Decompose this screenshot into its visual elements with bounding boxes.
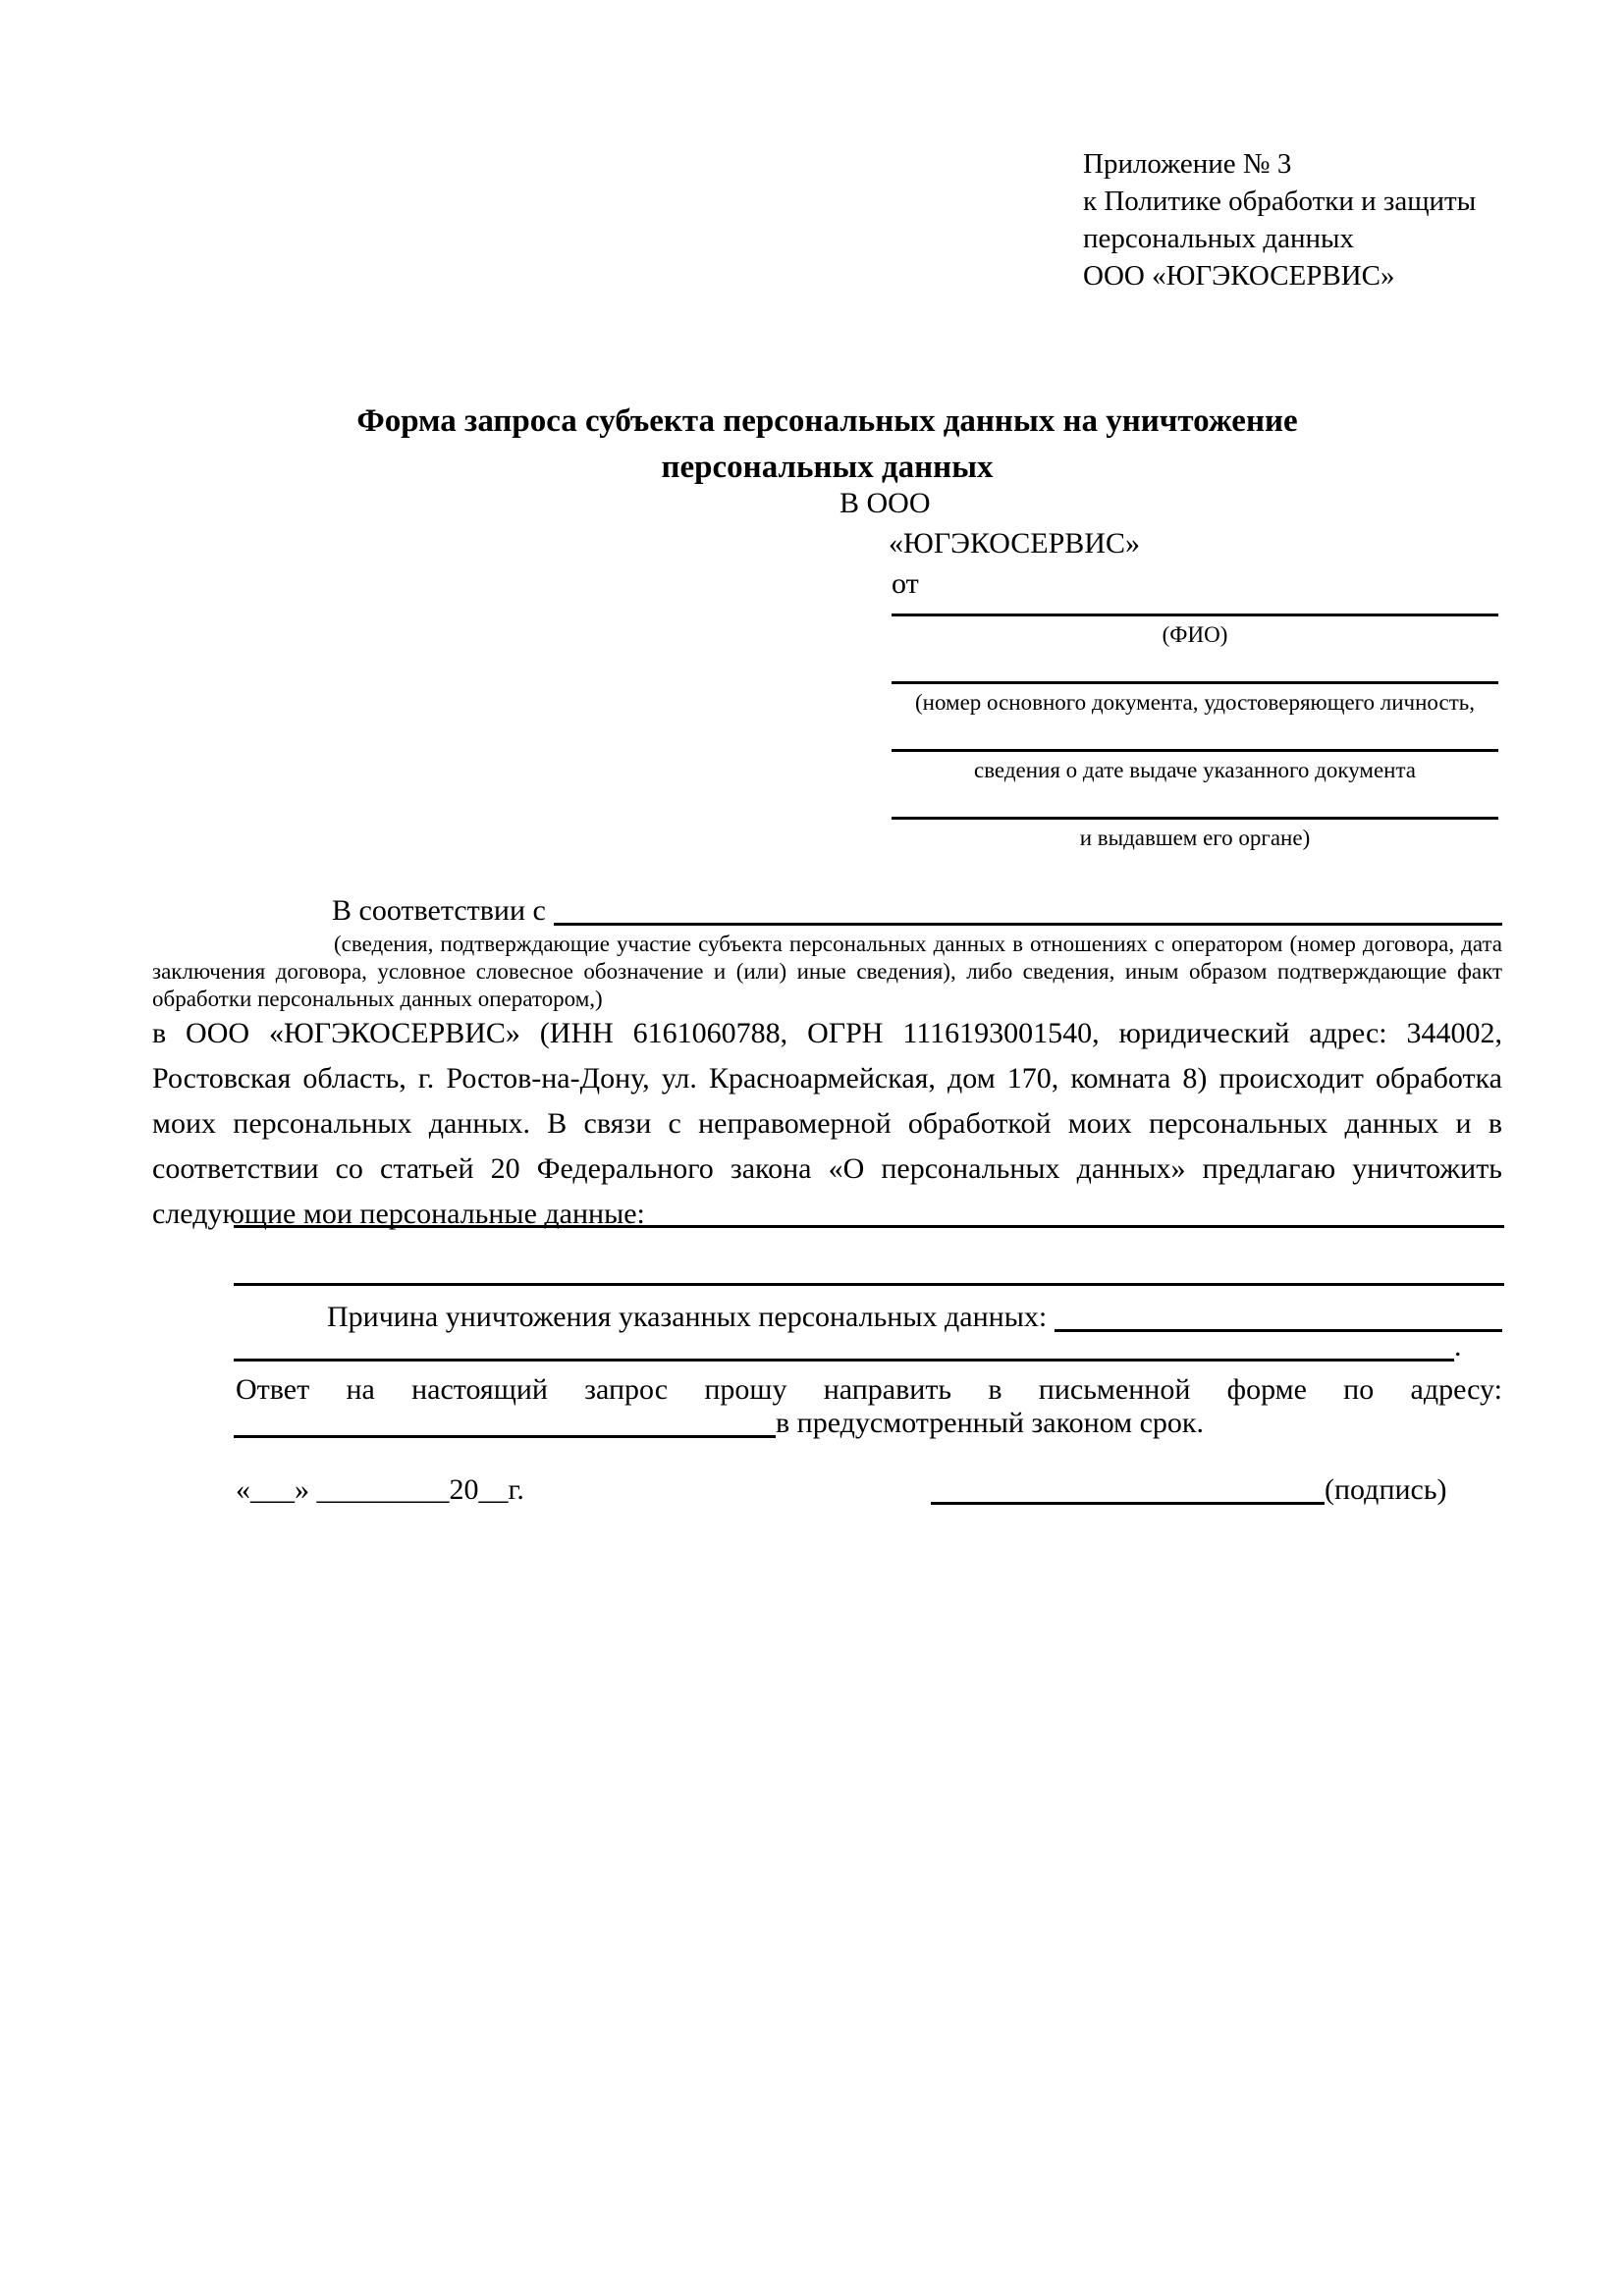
appendix-line: персональных данных bbox=[1083, 223, 1355, 254]
form-title-line1: Форма запроса субъекта персональных данных на уничтожение bbox=[356, 403, 1298, 439]
issuing-authority-field bbox=[892, 817, 1498, 884]
accordance-input-line[interactable] bbox=[554, 891, 1502, 926]
reason-label: Причина уничтожения указанных персональных данных: bbox=[327, 1301, 1048, 1333]
appendix-line: к Политике обработки и защиты bbox=[1083, 186, 1477, 217]
document-number-field bbox=[892, 681, 1498, 749]
fio-field bbox=[892, 614, 1498, 681]
signature-input-line[interactable] bbox=[931, 1470, 1325, 1505]
from-label: от bbox=[892, 567, 919, 600]
appendix-line: Приложение № 3 bbox=[1083, 148, 1292, 180]
answer-continuation-row bbox=[234, 1404, 1504, 1443]
reason-input-line-2[interactable] bbox=[234, 1327, 1454, 1362]
personal-data-blank-line-1[interactable] bbox=[234, 1225, 1504, 1228]
signature-caption: (подпись) bbox=[1325, 1473, 1447, 1506]
document-number-caption: (номер основного документа, удостоверяющего личность, bbox=[914, 690, 1475, 715]
accordance-row bbox=[152, 891, 1502, 931]
addressee-org-prefix: В ООО bbox=[839, 487, 931, 519]
reason-continuation-row bbox=[234, 1327, 1504, 1366]
accordance-lead: В соответствии с bbox=[332, 894, 546, 927]
signature-row bbox=[931, 1470, 1447, 1510]
issue-date-field bbox=[892, 749, 1498, 817]
answer-paragraph: Ответ на настоящий запрос прошу направить в письменной форме по адресу: bbox=[236, 1373, 1502, 1406]
form-title bbox=[152, 399, 1502, 491]
appendix-line: ООО «ЮГЭКОСЕРВИС» bbox=[1083, 260, 1395, 292]
appendix-header bbox=[1083, 145, 1476, 294]
body-paragraph: в ООО «ЮГЭКОСЕРВИС» (ИНН 6161060788, ОГРН 1116193001540, юридический адрес: 344002, Ростовская область, г. Ростов-на-Дону, ул. Красноармейская, дом 170, комната 8) происходит обработка моих персональных данных. В связи с неправомерной обработкой моих персональных данных и в соответствии со статьей 20 Федерального закона «О персональных данных» предлагаю уничтожить следующие мои персональные данные: bbox=[152, 1017, 1502, 1230]
issuing-authority-caption: и выдавшем его органе) bbox=[1079, 826, 1311, 850]
address-input-line[interactable] bbox=[234, 1404, 776, 1438]
accordance-note: (сведения, подтверждающие участие субъекта персональных данных в отношениях с оператором (номер договора, дата заключения договора, условное словесное обозначение и (или) иные сведения), либо сведения, иным образом подтверждающие факт обработки персональных данных оператором,) bbox=[152, 932, 1502, 1011]
addressee-org-name: «ЮГЭКОСЕРВИС» bbox=[889, 527, 1140, 560]
personal-data-blank-line-2[interactable] bbox=[234, 1283, 1504, 1286]
date-line[interactable]: «___» _________20__г. bbox=[236, 1473, 524, 1506]
issue-date-caption: сведения о дате выдаче указанного документа bbox=[973, 758, 1417, 782]
fio-caption: (ФИО) bbox=[1162, 622, 1228, 647]
addressee-fields bbox=[892, 614, 1498, 884]
reason-period: . bbox=[1454, 1330, 1462, 1362]
form-title-line2: персональных данных bbox=[661, 450, 994, 485]
answer-tail-text: в предусмотренный законом срок. bbox=[776, 1407, 1204, 1439]
